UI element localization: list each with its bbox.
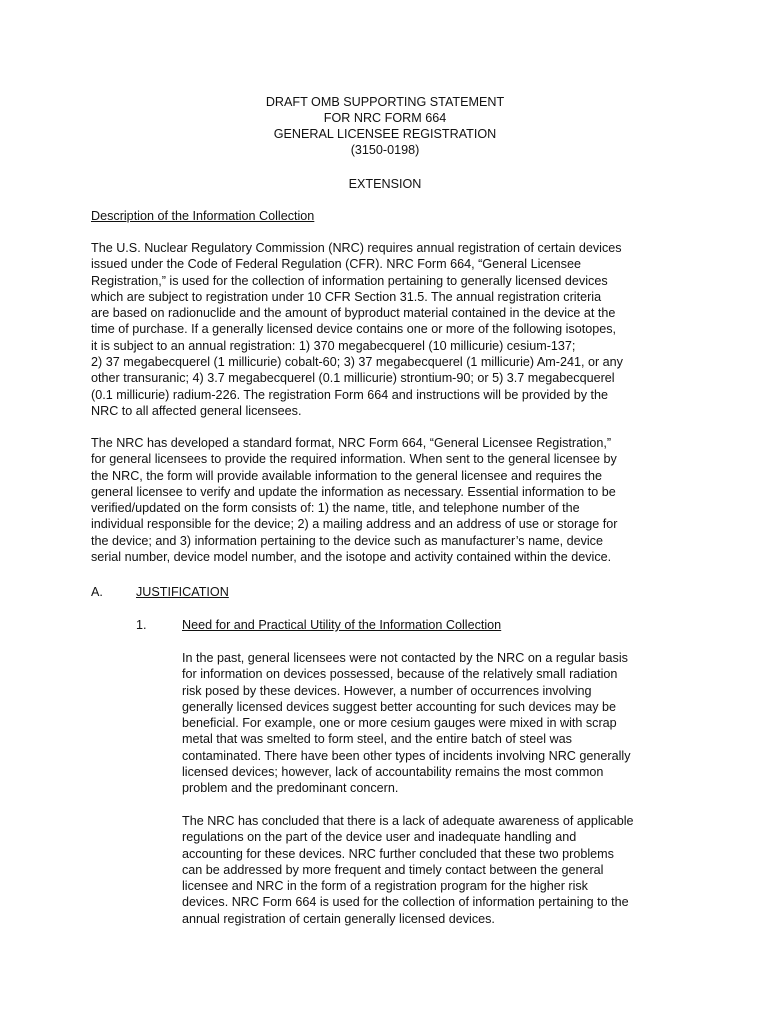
text-line: individual responsible for the device; 2) a mailing address and an address of use or storage for xyxy=(91,517,618,532)
text-line: for general licensees to provide the required information. When sent to the general licensee by xyxy=(91,452,617,467)
text-line: contaminated. There have been other types of incidents involving NRC generally xyxy=(182,748,631,763)
text-line: for information on devices possessed, because of the relatively small radiation xyxy=(182,667,618,682)
text-line: regulations on the part of the device user and inadequate handling and xyxy=(182,830,577,845)
header-omb-number: (3150-0198) xyxy=(350,143,420,157)
text-line: metal that was smelted to form steel, and the entire batch of steel was xyxy=(182,732,572,747)
text-line: annual registration of certain generally licensed devices. xyxy=(182,911,495,926)
text-line: licensed devices; however, lack of accountability remains the most common xyxy=(182,765,604,780)
text-line: generally licensed devices suggest better accounting for such devices may be xyxy=(182,699,617,714)
text-line: accounting for these devices. NRC further concluded that these two problems xyxy=(182,846,614,861)
text-line: it is subject to an annual registration: 1) 370 megabecquerel (10 millicurie) cesium-137; xyxy=(91,338,576,353)
text-line: serial number, device model number, and the isotope and activity contained within the device. xyxy=(91,550,612,565)
text-line: licensee and NRC in the form of a registration program for the higher risk xyxy=(182,879,588,894)
section-a-title: JUSTIFICATION xyxy=(136,585,229,599)
text-line: The U.S. Nuclear Regulatory Commission (NRC) requires annual registration of certain devices xyxy=(91,241,622,255)
text-line: devices. NRC Form 664 is used for the collection of information pertaining to the xyxy=(182,895,629,910)
text-line: The NRC has developed a standard format, NRC Form 664, “General Licensee Registration,” xyxy=(91,436,612,450)
text-line: the NRC, the form will provide available information to the general licensee and requires the xyxy=(91,468,603,483)
document-header xyxy=(0,94,770,158)
section-a-letter: A. xyxy=(91,585,103,599)
text-line: general licensee to verify and update the information as necessary. Essential information to be xyxy=(91,484,616,499)
text-line: which are subject to registration under 10 CFR Section 31.5. The annual registration criteria xyxy=(91,289,602,304)
subsection-1-number: 1. xyxy=(136,618,147,632)
subsection-paragraph-2 xyxy=(182,813,692,927)
text-line: issued under the Code of Federal Regulation (CFR). NRC Form 664, “General Licensee xyxy=(91,257,581,272)
text-line: are based on radionuclide and the amount of byproduct material contained in the device at the xyxy=(91,306,616,321)
description-heading: Description of the Information Collection xyxy=(91,209,315,223)
text-line: Registration,” is used for the collection of information pertaining to generally licensed devices xyxy=(91,273,608,288)
text-line: The NRC has concluded that there is a lack of adequate awareness of applicable xyxy=(182,814,634,828)
text-line: can be addressed by more frequent and timely contact between the general xyxy=(182,862,604,877)
description-paragraph-2 xyxy=(91,435,687,565)
text-line: other transuranic; 4) 3.7 megabecquerel (0.1 millicurie) strontium-90; or 5) 3.7 megabecquerel xyxy=(91,371,615,386)
text-line: problem and the predominant concern. xyxy=(182,781,399,796)
text-line: the device; and 3) information pertaining to the device such as manufacturer’s name, device xyxy=(91,533,603,548)
text-line: time of purchase. If a generally licensed device contains one or more of the following isotopes, xyxy=(91,322,617,337)
text-line: beneficial. For example, one or more cesium gauges were mixed in with scrap xyxy=(182,716,617,731)
subsection-1-title: Need for and Practical Utility of the Information Collection xyxy=(182,618,502,632)
header-title: DRAFT OMB SUPPORTING STATEMENT xyxy=(265,95,505,109)
subsection-paragraph-1 xyxy=(182,650,692,797)
text-line: verified/updated on the form consists of: 1) the name, title, and telephone number of the xyxy=(91,501,580,516)
header-form: FOR NRC FORM 664 xyxy=(323,111,447,125)
extension-label: EXTENSION xyxy=(348,177,422,191)
text-line: risk posed by these devices. However, a number of occurrences involving xyxy=(182,683,592,698)
header-subject: GENERAL LICENSEE REGISTRATION xyxy=(273,127,497,141)
text-line: (0.1 millicurie) radium-226. The registration Form 664 and instructions will be provided by the xyxy=(91,387,609,402)
description-paragraph-1 xyxy=(91,240,687,419)
text-line: In the past, general licensees were not contacted by the NRC on a regular basis xyxy=(182,651,628,665)
text-line: 2) 37 megabecquerel (1 millicurie) cobalt-60; 3) 37 megabecquerel (1 millicurie) Am-241, or any xyxy=(91,355,623,370)
text-line: NRC to all affected general licensees. xyxy=(91,403,302,418)
